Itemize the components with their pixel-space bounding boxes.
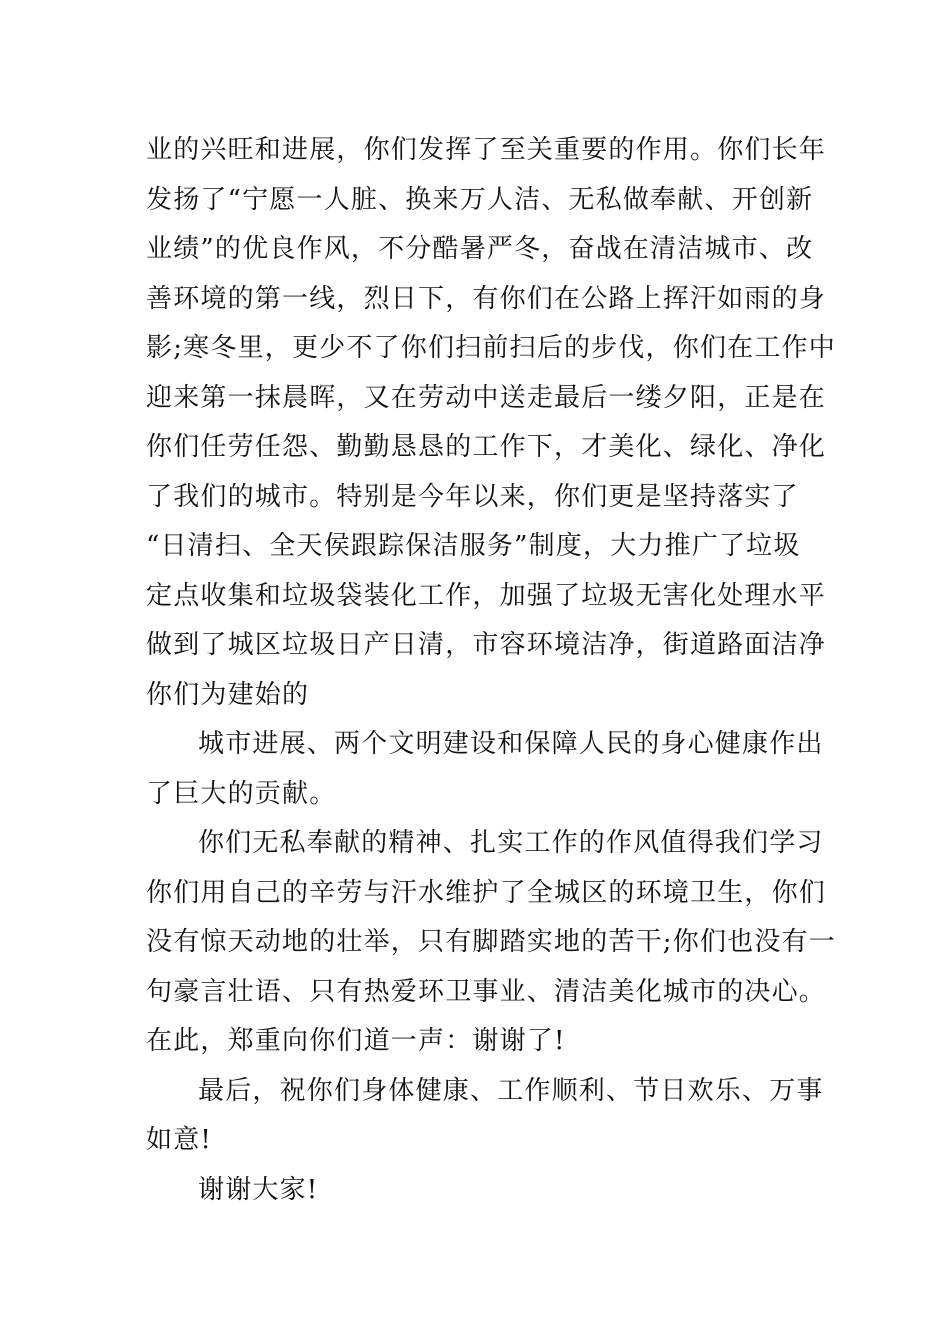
text-line: 业的兴旺和进展，你们发挥了至关重要的作用。你们长年 xyxy=(146,135,827,165)
paragraph-start-line: 你们无私奉献的精神、扎实工作的作风值得我们学习 xyxy=(198,828,824,858)
text-line: 了我们的城市。特别是今年以来，你们更是坚持落实了 xyxy=(146,481,799,512)
text-line: 业绩”的优良作风，不分酷暑严冬，奋战在清洁城市、改 xyxy=(146,234,814,264)
text-line: 句豪言壮语、只有热爱环卫事业、清洁美化城市的决心。 xyxy=(146,976,827,1007)
text-line: 没有惊天动地的壮举，只有脚踏实地的苦干;你们也没有一 xyxy=(146,927,836,957)
text-line: 定点收集和垃圾袋装化工作，加强了垃圾无害化处理水平 xyxy=(146,580,827,611)
text-line: 发扬了“宁愿一人脏、换来万人洁、无私做奉献、开创新 xyxy=(146,184,814,215)
text-line: “日清扫、全天侯跟踪保洁服务”制度，大力推广了垃圾 xyxy=(146,531,801,561)
text-line: 如意! xyxy=(146,1125,213,1155)
text-line: 了巨大的贡献。 xyxy=(146,778,337,809)
text-line: 你们任劳任怨、勤勤恳恳的工作下，才美化、绿化、净化 xyxy=(146,432,827,462)
text-line: 影;寒冬里，更少不了你们扫前扫后的步伐，你们在工作中 xyxy=(146,333,836,363)
text-line: 在此，郑重向你们道一声：谢谢了! xyxy=(146,1026,566,1056)
paragraph-start-line: 最后，祝你们身体健康、工作顺利、节日欢乐、万事 xyxy=(198,1075,824,1106)
text-line: 你们用自己的辛劳与汗水维护了全城区的环境卫生，你们 xyxy=(146,877,827,908)
paragraph-start-line: 城市进展、两个文明建设和保障人民的身心健康作出 xyxy=(198,729,824,759)
text-line: 善环境的第一线，烈日下，有你们在公路上挥汗如雨的身 xyxy=(146,283,827,314)
text-line: 你们为建始的 xyxy=(146,679,310,710)
text-line: 迎来第一抹晨晖，又在劳动中送走最后一缕夕阳，正是在 xyxy=(146,382,827,413)
closing-line: 谢谢大家! xyxy=(198,1174,319,1205)
body-text xyxy=(146,126,836,1215)
text-line: 做到了城区垃圾日产日清，市容环境洁净，街道路面洁净 xyxy=(146,630,827,660)
